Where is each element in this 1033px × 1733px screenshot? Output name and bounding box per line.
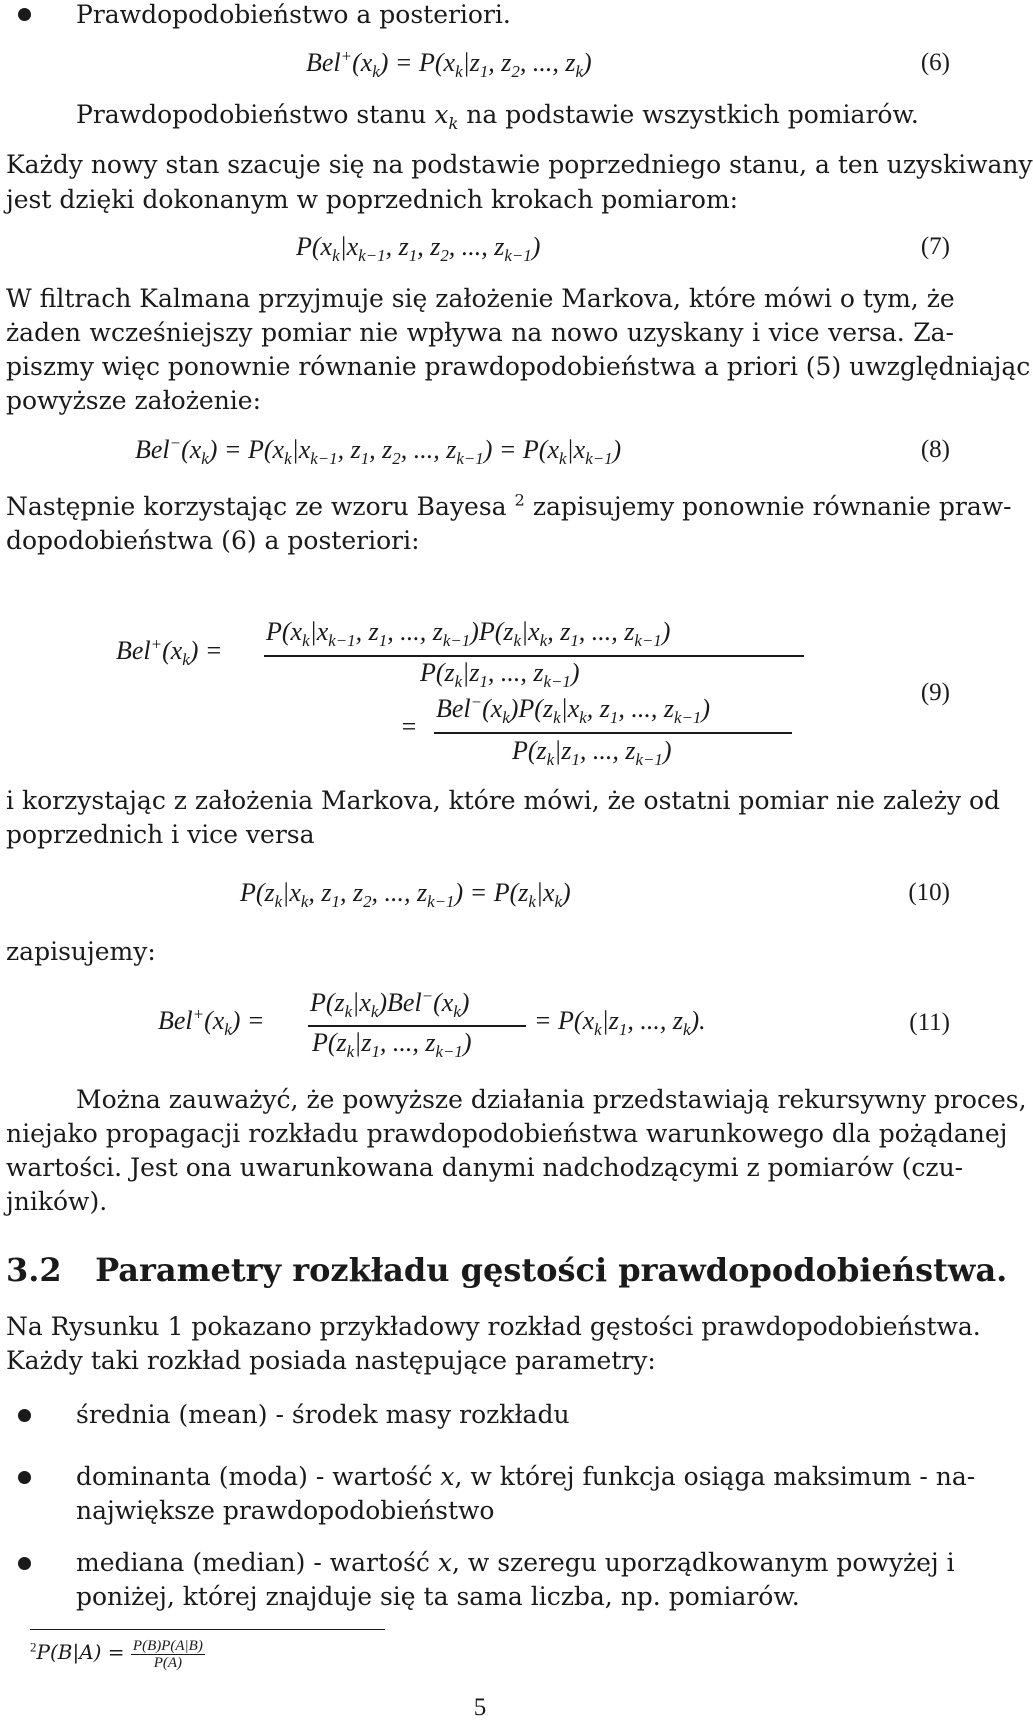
footnote-bayes: $^2$P(B|A) = $\frac{P(B)P(A|B)}{P(A)}$ [30, 1638, 203, 1671]
bullet-item-median-line-2: poniżej, której znajduje się ta sama liczba, np. pomiarów. [76, 1582, 800, 1611]
bullet-item-median-line-1: mediana (median) - wartość x, w szeregu uporządkowanym powyżej i [76, 1548, 955, 1577]
bullet-item-mean: średnia (mean) - środek masy rozkładu [76, 1400, 570, 1429]
fraction-bar [434, 732, 792, 734]
fraction-bar [264, 655, 804, 657]
paragraph-4-line-1: i korzystając z założenia Markova, które mówi, że ostatni pomiar nie zależy od [6, 786, 1000, 815]
equation-11-numerator: $P(z_k|x_k)Bel^-(x_k)$ [310, 986, 470, 1022]
paragraph-1-line-2: jest dzięki dokonanym w poprzednich krokach pomiarom: [6, 185, 739, 214]
equation-6: $Bel^+(x_k) = P(x_k|z_1$, $z_2$, ..., $z_k$) [306, 46, 592, 82]
equation-number-6: (6) [920, 49, 950, 76]
equation-number-9: (9) [920, 679, 950, 706]
equation-8: $Bel^-(x_k) = P(x_k|x_{k-1}$, $z_1$, $z_2$, ..., $z_{k-1}) = P(x_k|x_{k-1})$ [135, 433, 622, 469]
paragraph-4-line-2: poprzednich i vice versa [6, 820, 315, 849]
text-zapisujemy: zapisujemy: [6, 937, 156, 966]
paragraph-2-line-1: W filtrach Kalmana przyjmuje się założenie Markova, które mówi o tym, że [6, 284, 955, 313]
equation-7: $P(x_k|x_{k-1}$, $z_1$, $z_2$, ..., $z_{k-1}$) [296, 232, 541, 266]
section-title: Parametry rozkładu gęstości prawdopodobieństwa. [95, 1251, 1008, 1289]
equation-11-rhs: = $P(x_k|z_1$, ..., $z_k$). [534, 1006, 706, 1040]
equation-9-denominator-1: $P(z_k|z_1$, ..., $z_{k-1}$) [420, 658, 580, 692]
equation-11-lhs: $Bel^+(x_k)$ = [158, 1004, 265, 1040]
fraction-bar [308, 1025, 526, 1027]
equation-number-7: (7) [920, 233, 950, 260]
paragraph-2-line-4: powyższe założenie: [6, 386, 262, 415]
paragraph-5-line-2: niejako propagacji rozkładu prawdopodobieństwa warunkowego dla pożądanej [6, 1119, 1008, 1148]
paragraph-3-line-2: dopodobieństwa (6) a posteriori: [6, 526, 420, 555]
bullet-dot [18, 8, 31, 21]
footnote-rule [30, 1629, 385, 1630]
paragraph-3-line-1: Następnie korzystając ze wzoru Bayesa $^2$ zapisujemy ponownie równanie praw- [6, 490, 1012, 521]
bullet-dot [18, 1557, 31, 1570]
bullet-item-mode-line-2: największe prawdopodobieństwo [76, 1496, 495, 1525]
equation-9-numerator-2: $Bel^-(x_k)P(z_k|x_k$, $z_1$, ..., $z_{k-1}$) [436, 692, 710, 728]
paragraph-2-line-2: żaden wcześniejszy pomiar nie wpływa na nowo uzyskany i vice versa. Za- [6, 318, 954, 347]
paragraph-6-line-2: Każdy taki rozkład posiada następujące parametry: [6, 1346, 656, 1375]
equation-11-denominator: $P(z_k|z_1$, ..., $z_{k-1}$) [312, 1028, 472, 1062]
equation-9-denominator-2: $P(z_k|z_1$, ..., $z_{k-1}$) [512, 736, 672, 770]
equation-9-lhs: $Bel^+(x_k)$ = [116, 634, 223, 670]
equation-9-equals: = [400, 712, 418, 741]
section-number: 3.2 [6, 1251, 62, 1289]
paragraph-6-line-1: Na Rysunku 1 pokazano przykładowy rozkład gęstości prawdopodobieństwa. [6, 1312, 981, 1341]
bullet-item-a-posteriori: Prawdopodobieństwo a posteriori. [76, 0, 511, 29]
paragraph-5-line-3: wartości. Jest ona uwarunkowana danymi nadchodzącymi z pomiarów (czu- [6, 1153, 964, 1182]
paragraph-5-line-4: jników). [6, 1187, 108, 1216]
equation-9-numerator-1: $P(x_k|x_{k-1}$, $z_1$, ..., $z_{k-1})P(z_k|x_k$, $z_1$, ..., $z_{k-1}$) [266, 617, 671, 651]
paragraph-2-line-3: piszmy więc ponownie równanie prawdopodobieństwa a priori (5) uwzględniając [6, 352, 1031, 381]
equation-number-11: (11) [909, 1009, 950, 1036]
text-state-description: Prawdopodobieństwo stanu $x_k$ na podstawie wszystkich pomiarów. [76, 100, 919, 133]
section-heading [6, 1250, 1007, 1290]
paragraph-5-line-1: Można zauważyć, że powyższe działania przedstawiają rekursywny proces, [76, 1085, 1027, 1114]
equation-10: $P(z_k|x_k$, $z_1$, $z_2$, ..., $z_{k-1}) = P(z_k|x_k)$ [240, 878, 571, 912]
page-number: 5 [473, 1694, 487, 1721]
bullet-dot [18, 1409, 31, 1422]
paragraph-1-line-1: Każdy nowy stan szacuje się na podstawie poprzedniego stanu, a ten uzyskiwany [6, 150, 1033, 179]
bullet-dot [18, 1471, 31, 1484]
bullet-item-mode-line-1: dominanta (moda) - wartość x, w której funkcja osiąga maksimum - na- [76, 1462, 976, 1491]
equation-number-10: (10) [908, 879, 950, 906]
equation-number-8: (8) [920, 436, 950, 463]
